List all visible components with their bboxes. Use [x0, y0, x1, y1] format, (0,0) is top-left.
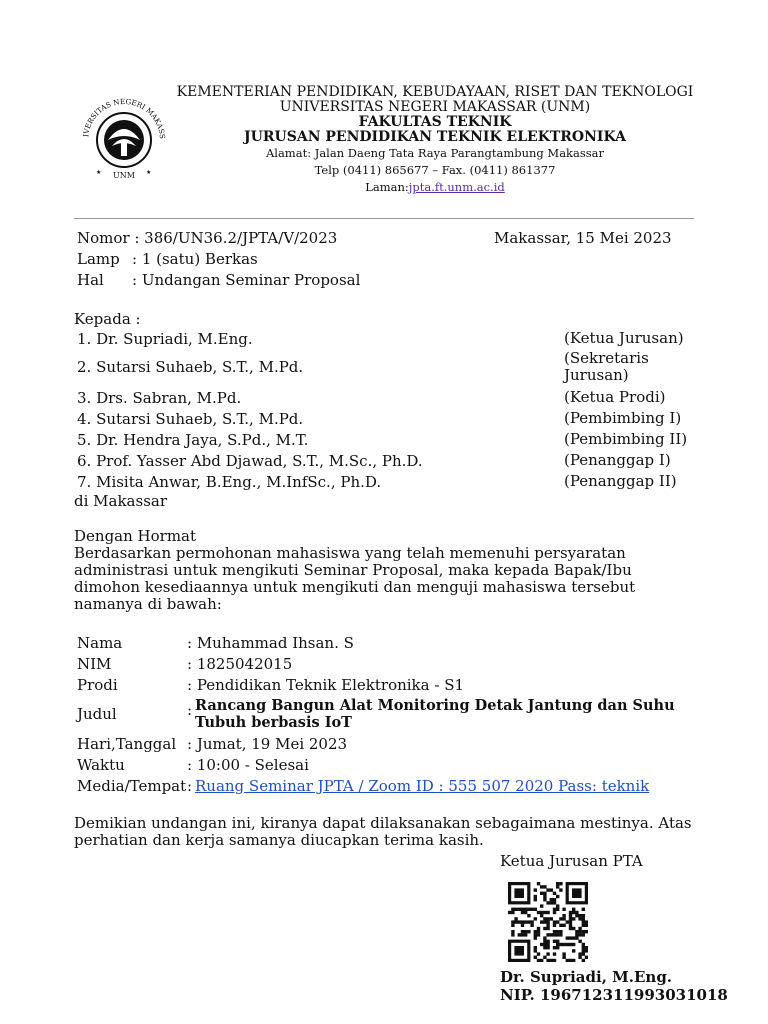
letter-date: Makassar, 15 Mei 2023 [494, 229, 672, 247]
recipients-location: di Makassar [74, 492, 168, 510]
recipient-name: 5. Dr. Hendra Jaya, S.Pd., M.T. [77, 431, 309, 449]
logo-ring-text: IVERSITAS NEGERI MAKASS [81, 96, 168, 140]
recipient-role: (Penanggap II) [564, 472, 677, 490]
website-link[interactable]: jpta.ft.unm.ac.id [408, 180, 505, 194]
letter-number: Nomor : 386/UN36.2/JPTA/V/2023 [77, 229, 338, 247]
detail-value: : Jumat, 19 Mei 2023 [187, 735, 348, 753]
recipient-row [77, 430, 697, 450]
detail-row-nama [77, 633, 697, 653]
recipient-name: 7. Misita Anwar, B.Eng., M.InfSc., Ph.D. [77, 473, 382, 491]
recipient-name: 6. Prof. Yasser Abd Djawad, S.T., M.Sc., Ph.D. [77, 452, 423, 470]
recipient-name: 4. Sutarsi Suhaeb, S.T., M.Pd. [77, 410, 304, 428]
detail-label: NIM [77, 655, 112, 673]
detail-value: : Pendidikan Teknik Elektronika - S1 [187, 676, 465, 694]
recipient-row [77, 329, 697, 349]
recipient-name: 3. Drs. Sabran, M.Pd. [77, 389, 242, 407]
recipient-row [77, 388, 697, 408]
meeting-link[interactable]: Ruang Seminar JPTA / Zoom ID : 555 507 2020 Pass: teknik [195, 777, 650, 795]
ministry-name: KEMENTERIAN PENDIDIKAN, KEBUDAYAAN, RISET DAN TEKNOLOGI [176, 84, 694, 100]
signer-nip: NIP. 196712311993031018 [500, 986, 728, 1004]
university-name: UNIVERSITAS NEGERI MAKASSAR (UNM) [279, 99, 591, 115]
recipient-row [77, 472, 697, 492]
recipient-name: 2. Sutarsi Suhaeb, S.T., M.Pd. [77, 358, 304, 376]
recipients-heading: Kepada : [74, 310, 141, 328]
website-line [150, 179, 720, 196]
detail-row-judul [77, 697, 697, 733]
detail-value: : 10:00 - Selesai [187, 756, 309, 774]
logo-unm-text: UNM [113, 171, 135, 180]
detail-colon: : [187, 777, 193, 795]
thesis-title: Rancang Bangun Alat Monitoring Detak Jantung dan Suhu Tubuh berbasis IoT [195, 697, 675, 731]
detail-label: Nama [77, 634, 123, 652]
qr-code [508, 882, 588, 962]
lamp-label: Lamp [77, 250, 120, 268]
recipient-role: (Pembimbing II) [564, 430, 688, 448]
header-divider [74, 218, 694, 219]
recipient-role: (Sekretaris Jurusan) [564, 349, 649, 384]
recipient-role: (Ketua Jurusan) [564, 329, 684, 347]
detail-label: Judul [77, 705, 117, 723]
recipient-role: (Ketua Prodi) [564, 388, 666, 406]
detail-row-media [77, 776, 697, 796]
detail-label: Media/Tempat [77, 777, 187, 795]
lamp-value: : 1 (satu) Berkas [132, 250, 258, 268]
recipient-row [77, 451, 697, 471]
recipient-role: (Pembimbing I) [564, 409, 682, 427]
detail-row-waktu [77, 755, 697, 775]
body-paragraph: Berdasarkan permohonan mahasiswa yang telah memenuhi persyaratan administrasi untuk mengikuti Seminar Proposal, maka kepada Bapak/Ibu dimohon kesediaannya untuk mengikuti dan menguji mahasiswa tersebut namanya di bawah: [74, 544, 636, 613]
signer-position: Ketua Jurusan PTA [500, 852, 643, 870]
hal-value: : Undangan Seminar Proposal [132, 271, 361, 289]
phone-line: Telp (0411) 865677 – Fax. (0411) 861377 [314, 163, 556, 177]
recipient-role: (Penanggap I) [564, 451, 671, 469]
department-name: JURUSAN PENDIDIKAN TEKNIK ELEKTRONIKA [244, 129, 626, 145]
recipient-row [77, 409, 697, 429]
detail-colon: : [187, 701, 193, 719]
closing-paragraph: Demikian undangan ini, kiranya dapat dilaksanakan sebagaimana mestinya. Atas perhatian dan kerja samanya diucapkan terima kasih. [74, 814, 692, 849]
detail-row-nim [77, 654, 697, 674]
svg-text:★: ★ [96, 169, 102, 176]
detail-label: Hari,Tanggal [77, 735, 177, 753]
signer-name: Dr. Supriadi, M.Eng. [500, 968, 673, 986]
detail-value: : 1825042015 [187, 655, 293, 673]
recipient-name: 1. Dr. Supriadi, M.Eng. [77, 330, 253, 348]
detail-row-hari [77, 734, 697, 754]
hal-label: Hal [77, 271, 104, 289]
detail-value: : Muhammad Ihsan. S [187, 634, 354, 652]
faculty-name: FAKULTAS TEKNIK [358, 114, 512, 130]
address-line: Alamat: Jalan Daeng Tata Raya Parangtambung Makassar [265, 146, 605, 160]
detail-label: Prodi [77, 676, 118, 694]
detail-row-prodi [77, 675, 697, 695]
svg-text:★: ★ [146, 169, 152, 176]
website-label: Laman: [365, 180, 409, 194]
letterhead [150, 85, 720, 196]
detail-label: Waktu [77, 756, 125, 774]
greeting: Dengan Hormat [74, 527, 197, 545]
